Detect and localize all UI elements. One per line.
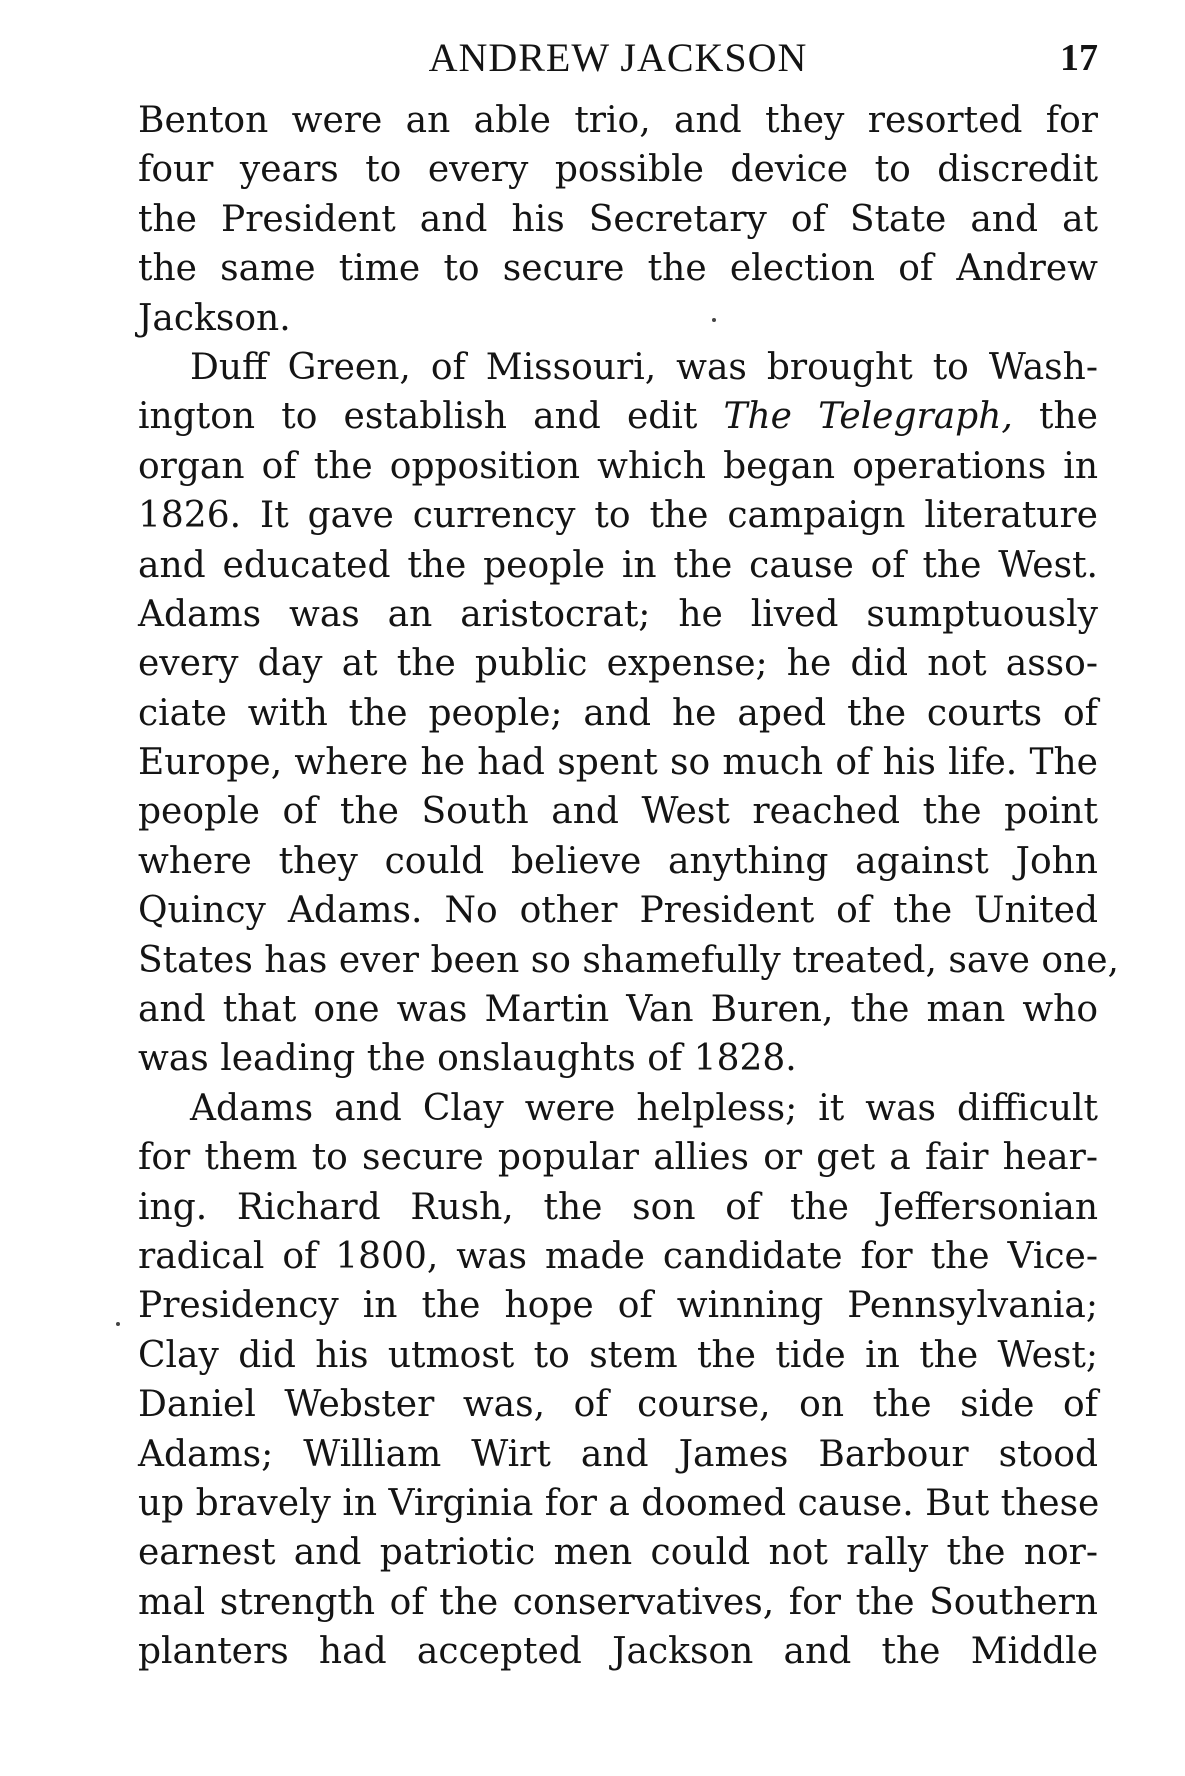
text-line: States has ever been so shamefully treated, save one, [138, 939, 1119, 981]
text-line: Duff Green, of Missouri, was brought to Wash- [190, 346, 1098, 388]
text-line: where they could believe anything against John [138, 840, 1098, 882]
text-line: and that one was Martin Van Buren, the man who [138, 989, 1098, 1031]
stray-print-mark [712, 318, 716, 322]
text-line: Jackson. [138, 297, 291, 339]
text-segment: ington to establish and edit [138, 396, 724, 438]
text-line: ciate with the people; and he aped the courts of [138, 692, 1098, 734]
page-header [138, 30, 1098, 90]
newspaper-title: The Telegraph, [723, 396, 1013, 438]
text-line: the same time to secure the election of Andrew [138, 248, 1098, 290]
text-line: planters had accepted Jackson and the Middle [138, 1631, 1098, 1673]
text-line: the President and his Secretary of State and at [138, 198, 1098, 240]
text-line: mal strength of the conservatives, for the Southern [138, 1581, 1098, 1623]
text-line: Adams and Clay were helpless; it was difficult [190, 1087, 1098, 1129]
text-segment: the [1012, 396, 1098, 438]
text-line: Quincy Adams. No other President of the United [138, 890, 1098, 932]
text-line: Adams; William Wirt and James Barbour stood [138, 1433, 1098, 1475]
text-line: Presidency in the hope of winning Pennsylvania; [138, 1285, 1098, 1327]
text-line: radical of 1800, was made candidate for the Vice- [138, 1235, 1098, 1277]
text-line: earnest and patriotic men could not rally the nor- [138, 1532, 1098, 1574]
text-line: was leading the onslaughts of 1828. [138, 1038, 797, 1080]
stray-print-mark [116, 1322, 120, 1326]
text-line: every day at the public expense; he did not asso- [138, 643, 1098, 685]
text-line [138, 392, 1098, 441]
text-line: Benton were an able trio, and they resorted for [138, 100, 1098, 141]
text-line: four years to every possible device to discredit [138, 149, 1098, 191]
page-number: 17 [1060, 37, 1098, 79]
text-line: Europe, where he had spent so much of his life. The [138, 742, 1098, 784]
text-line: organ of the opposition which began operations in [138, 445, 1098, 487]
text-line: Clay did his utmost to stem the tide in the West; [138, 1334, 1098, 1376]
running-title: ANDREW JACKSON [428, 35, 808, 80]
text-line: Adams was an aristocrat; he lived sumptuously [138, 593, 1098, 635]
text-line: people of the South and West reached the point [138, 791, 1098, 833]
text-line: Daniel Webster was, of course, on the side of [138, 1384, 1098, 1426]
text-line: up bravely in Virginia for a doomed cause. But these [138, 1482, 1100, 1524]
text-line: ing. Richard Rush, the son of the Jeffersonian [138, 1186, 1098, 1228]
text-line: 1826. It gave currency to the campaign literature [138, 495, 1098, 537]
text-line: for them to secure popular allies or get a fair hear- [138, 1137, 1098, 1179]
body-text [138, 96, 1119, 1677]
text-line: and educated the people in the cause of the West. [138, 544, 1098, 586]
